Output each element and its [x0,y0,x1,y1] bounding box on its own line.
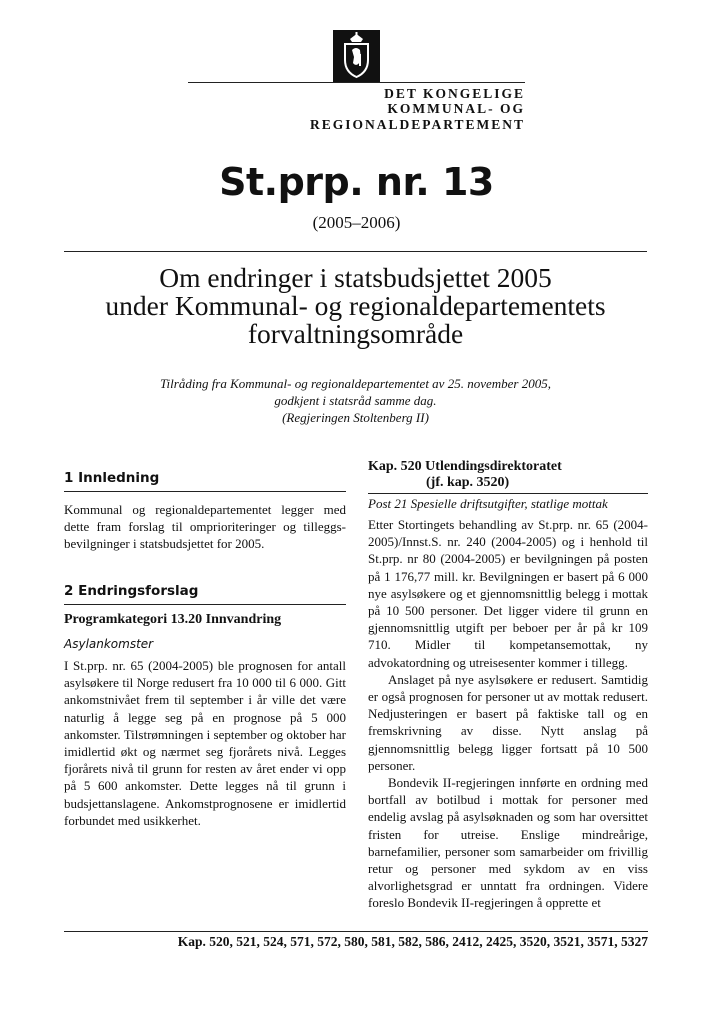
document-subject [64,264,647,348]
subject-line-2: under Kommunal- og regionaldepartementets [105,290,606,321]
subject-line-3: forvaltningsområde [247,318,464,349]
title-divider [64,251,647,252]
department-rule [188,82,525,83]
section-2-rule [64,604,346,605]
section-2-body [64,657,346,829]
approval-line-3: (Regjeringen Stoltenberg II) [282,410,429,425]
approval-note [64,375,647,426]
document-title: St.prp. nr. 13 [219,160,494,204]
chapter-520-body [368,516,648,912]
subject-line-1: Om endringer i statsbudsjettet 2005 [159,262,552,293]
section-1-body [64,501,346,553]
footer-rule [64,931,648,932]
coat-of-arms-icon [333,30,380,83]
post-21-paragraph-3: Bondevik II-regjeringen innførte en ordning med bortfall av botilbud i mottak for personer med endelig avslag på asylsøknaden og som har oversittet fristen for utreise. Enslige mindreårige, barnefamilier, personer som samarbeider om frivillig retur og personer med sykdom av en viss alvorlighetsgrad er unntatt fra ordningen. Videre foreslo Bondevik II-regjeringen å opprette et [368,775,648,911]
session-years: (2005–2006) [312,213,401,232]
chapter-heading-line-1: Kap. 520 Utlendingsdirektoratet [368,459,562,474]
approval-line-2: godkjent i statsråd samme dag. [274,393,437,408]
department-name-line1: DET KONGELIGE [384,86,525,101]
asylum-arrivals-subheading: Asylankomster [64,637,154,651]
post-21-heading: Post 21 Spesielle driftsutgifter, statlige mottak [368,496,608,511]
department-name-line2: KOMMUNAL- OG REGIONALDEPARTEMENT [309,101,525,132]
chapter-rule [368,493,648,494]
chapter-520-heading [368,459,648,491]
section-1-heading: 1 Innledning [64,470,160,486]
section-2-heading: 2 Endringsforslag [64,583,199,599]
program-category-heading: Programkategori 13.20 Innvandring [64,612,282,627]
section-1-rule [64,491,346,492]
approval-line-1: Tilråding fra Kommunal- og regionaldepartementet av 25. november 2005, [160,376,551,391]
footer-chapter-list: Kap. 520, 521, 524, 571, 572, 580, 581, 582, 586, 2412, 2425, 3520, 3521, 3571, 5327 [177,934,648,949]
chapter-heading-line-2: (jf. kap. 3520) [426,475,510,490]
post-21-paragraph-2: Anslaget på nye asylsøkere er redusert. Samtidig er også prognosen for personer ut av mottak redusert. Nedjusteringen er basert på faktiske tall og en fremskrivning av disse. Nytt anslag på gjennomsnittlig belegg ligger fortsatt på 10 500 personer. [368,671,648,773]
section-1-paragraph: Kommunal og regionaldepartementet legger med dette fram forslag til omprioriteringer og tilleggs-bevilgninger i statsbudsjettet for 2005. [64,502,346,552]
asylum-arrivals-paragraph: I St.prp. nr. 65 (2004-2005) ble prognosen for antall asylsøkere til Norge redusert fra 10 000 til 6 000. Gitt ankomstnivået frem til september i år ville det være naturlig å legge seg på en prognose på 5 000 ankomster. Tilstrømningen i september og oktober har imidlertid økt og nærmet seg fjorårets nivå. Legges fjorårets nivå til grunn for resten av året ender vi opp på 5 600 ankomster. Dette legges nå til grunn i budsjettanslagene. Ankomstprognosene er imidlertid forbundet med usikkerhet. [64,658,346,828]
post-21-paragraph-1: Etter Stortingets behandling av St.prp. nr. 65 (2004-2005)/Innst.S. nr. 240 (2004-2005) og i henhold til St.prp. nr 80 (2004-2005) er bevilgningen på posten på 1 176,77 mill. kr. Bevilgningen er basert på 6 000 nye asylsøkere og et gjennomsnittlig belegg i mottak på 10 500 personer. Det ligger videre til grunn en gjennomsnittlig utgift per beboer per år på kr 109 710. Midler til kompetansemottak, ny advokatordning og utreisesenter kommer i tillegg. [368,517,648,670]
